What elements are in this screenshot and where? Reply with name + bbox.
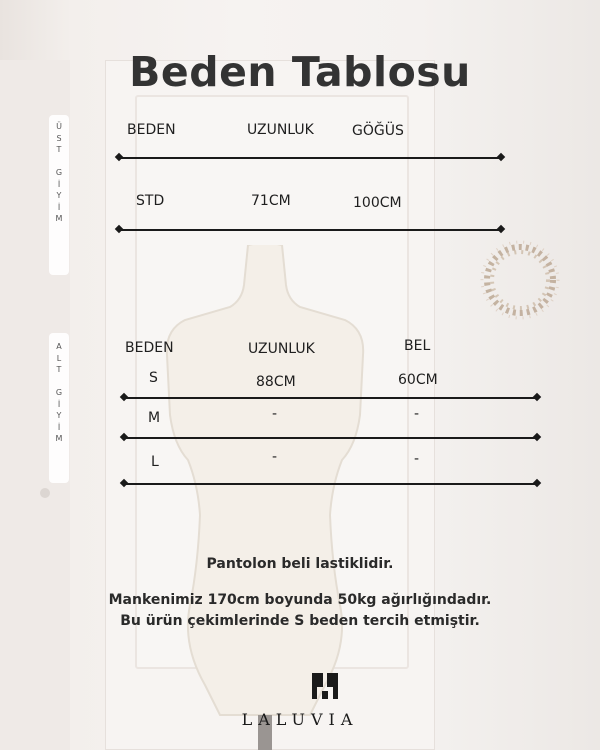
page-title: Beden Tablosu <box>129 48 471 96</box>
note-size-worn: Bu ürün çekimlerinde S beden tercih etmiştir. <box>120 613 480 629</box>
top-header-chest: GÖĞÜS <box>352 123 404 139</box>
brand-name: LALUVIA <box>241 710 359 729</box>
bottom-table-divider-2 <box>124 437 537 439</box>
bottom-row-l-waist: - <box>414 451 420 467</box>
note-waistband: Pantolon beli lastiklidir. <box>206 556 394 572</box>
note-model-size: Mankenimiz 170cm boyunda 50kg ağırlığındadır. <box>108 592 492 608</box>
top-row-size: STD <box>136 193 165 209</box>
bottom-row-s-size: S <box>149 370 158 386</box>
bottom-row-l-size: L <box>151 454 159 470</box>
top-header-length: UZUNLUK <box>247 122 314 138</box>
bottom-row-l-length: - <box>272 449 278 465</box>
brand-logo-icon <box>309 670 341 702</box>
bottom-table-divider-1 <box>124 397 537 399</box>
bottom-row-m-waist: - <box>414 406 420 422</box>
bottom-row-s-waist: 60CM <box>398 372 438 388</box>
top-table-divider-2 <box>119 229 501 231</box>
side-label-bottom: A L T G İ Y İ M <box>55 342 63 443</box>
wreath-decoration <box>470 230 570 330</box>
bottom-header-size: BEDEN <box>125 340 174 356</box>
top-header-size: BEDEN <box>127 122 176 138</box>
top-table-divider-1 <box>119 157 501 159</box>
top-row-chest: 100CM <box>353 195 402 211</box>
bottom-header-waist: BEL <box>404 338 431 354</box>
door-handle <box>40 488 50 498</box>
top-row-length: 71CM <box>251 193 291 209</box>
bottom-header-length: UZUNLUK <box>248 341 315 357</box>
bottom-row-s-length: 88CM <box>256 374 296 390</box>
bottom-table-divider-3 <box>124 483 537 485</box>
bottom-row-m-size: M <box>148 410 161 426</box>
bottom-row-m-length: - <box>272 406 278 422</box>
side-label-top: Ü S T G İ Y İ M <box>55 122 63 223</box>
